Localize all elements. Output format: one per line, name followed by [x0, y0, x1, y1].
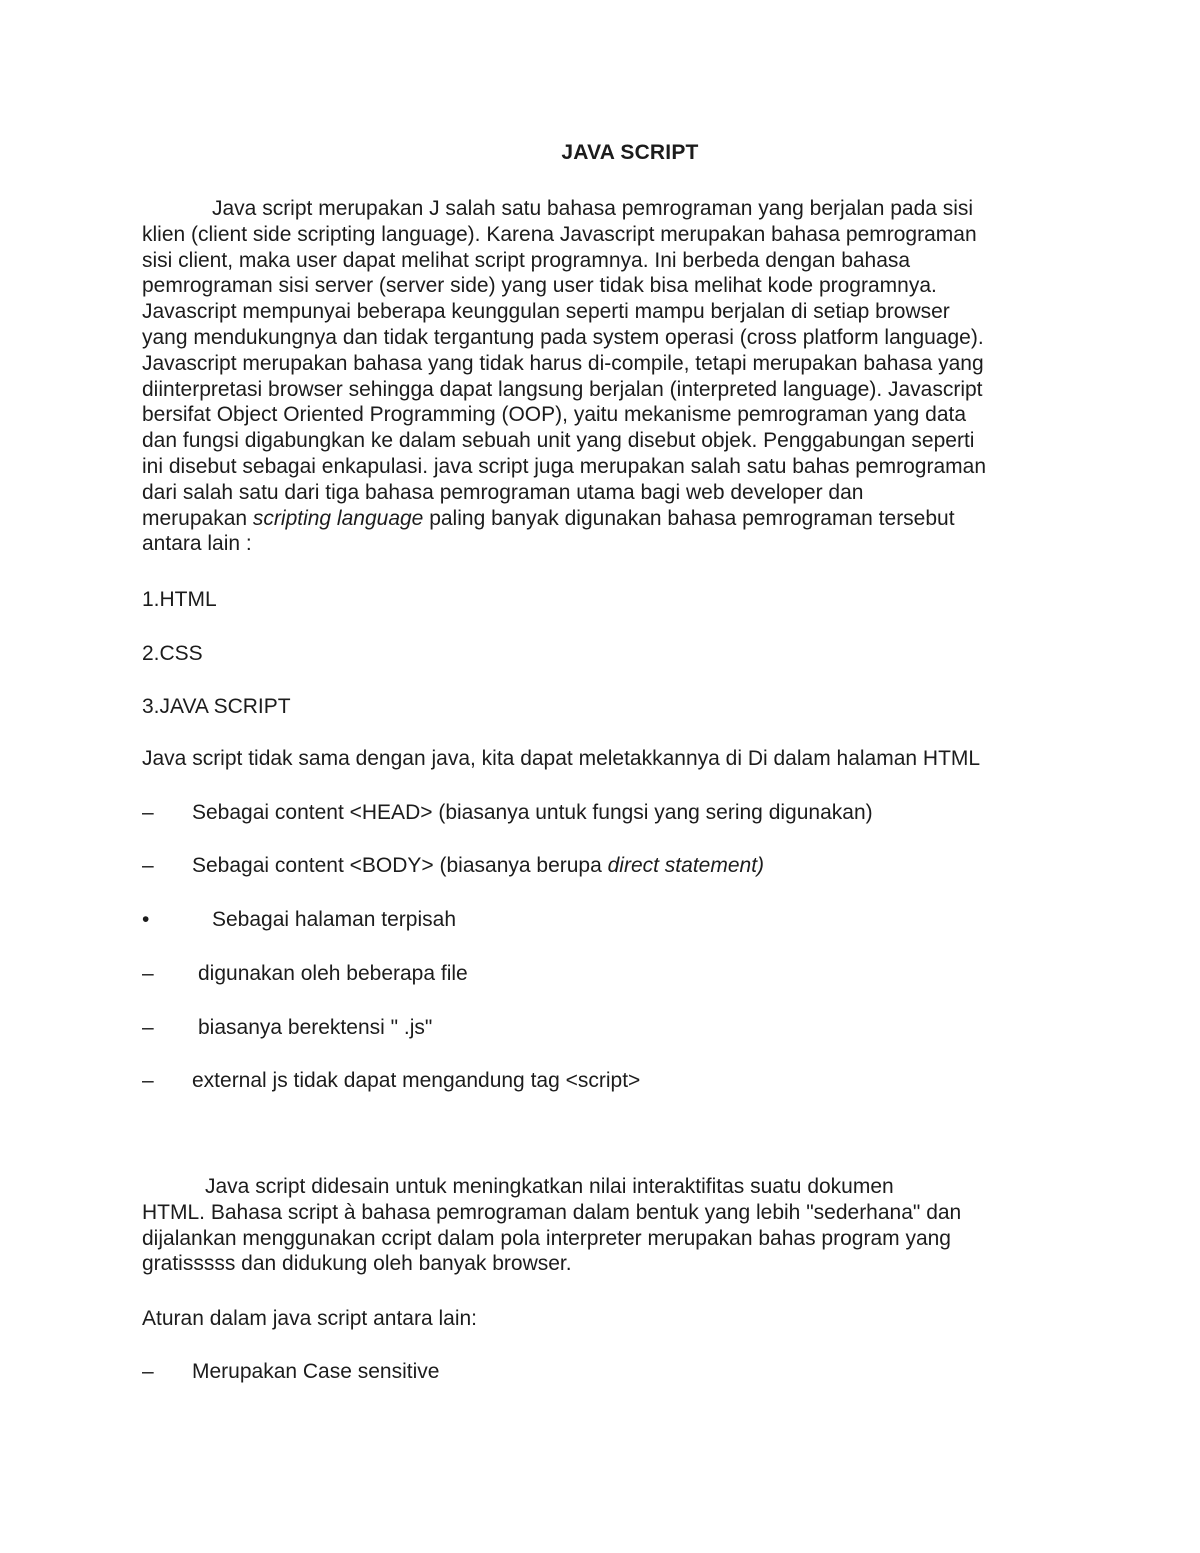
intro-line: Javascript mempunyai beberapa keunggulan seperti mampu berjalan di setiap browser: [142, 300, 950, 324]
dash-marker: –: [142, 1069, 154, 1092]
dash-marker: –: [142, 962, 154, 985]
intro-line: antara lain :: [142, 532, 252, 556]
intro-line: yang mendukungnya dan tidak tergantung pada system operasi (cross platform language).: [142, 325, 984, 349]
dash-marker: –: [142, 854, 154, 877]
dash-marker: –: [142, 1360, 154, 1383]
intro-line: klien (client side scripting language). Karena Javascript merupakan bahasa pemrograman: [142, 222, 977, 246]
numbered-item: 2.CSS: [142, 642, 203, 665]
second-line: HTML. Bahasa script à bahasa pemrograman dalam bentuk yang lebih "sederhana" dan: [142, 1200, 962, 1224]
intro-line: diinterpretasi browser sehingga dapat langsung berjalan (interpreted language). Javascript: [142, 377, 983, 401]
numbered-item: 3.JAVA SCRIPT: [142, 695, 291, 718]
second-line: gratisssss dan didukung oleh banyak browser.: [142, 1252, 572, 1276]
second-paragraph: [142, 1174, 1062, 1277]
rules-intro: Aturan dalam java script antara lain:: [142, 1307, 478, 1330]
intro-line: sisi client, maka user dapat melihat script programnya. Ini berbeda dengan bahasa: [142, 248, 911, 272]
placement-intro: Java script tidak sama dengan java, kita dapat meletakkannya di Di dalam halaman HTML: [142, 747, 981, 770]
italic-term: scripting language: [252, 506, 424, 530]
intro-line: dari salah satu dari tiga bahasa pemrograman utama bagi web developer dan: [142, 480, 864, 504]
intro-line: ini disebut sebagai enkapulasi. java script juga merupakan salah satu bahas pemrograman: [142, 454, 987, 478]
intro-line: bersifat Object Oriented Programming (OOP), yaitu mekanisme pemrograman yang data: [142, 403, 967, 427]
dash-marker: –: [142, 801, 154, 824]
intro-line: Java script merupakan J salah satu bahasa pemrograman yang berjalan pada sisi: [212, 197, 974, 220]
second-line: dijalankan menggunakan ccript dalam pola interpreter merupakan bahas program yang: [142, 1226, 951, 1250]
intro-line: pemrograman sisi server (server side) yang user tidak bisa melihat kode programnya.: [142, 274, 937, 298]
dash-marker: –: [142, 1016, 154, 1039]
page-title: JAVA SCRIPT: [561, 141, 699, 164]
document-page: JAVA SCRIPT Java script merupakan J salah satu bahasa pemrograman yang berjalan pada sisi klien (client side scripting language). Karena Javascript merupakan bahasa pemrograman sisi client, maka user dapat melihat script programnya. Ini berbeda dengan bahasa pemrograman sisi server (server side) yang user tidak bisa melihat kode programnya. Javascript mempunyai beberapa keunggulan seperti mampu berjalan di setiap browser yang mendukungnya dan tidak tergantung pada system operasi (cross platform language). Javascript merupakan bahasa yang tidak harus di-compile, tetapi merupakan bahasa yang diinterpretasi browser sehingga dapat langsung berjalan (interpreted language). Javascript bersifat Object Oriented Programming (OOP), yaitu mekanisme pemrograman yang data dan fungsi digabungkan ke dalam sebuah unit yang disebut objek. Penggabungan seperti ini disebut sebagai enkapulasi. java script juga merupakan salah satu bahas pemrograman dari salah satu dari tiga bahasa pemrograman utama bagi web developer dan merupakan scripting language paling banyak digunakan bahasa pemrograman tersebut antara lain : 1.HTML 2.CSS 3.JAVA SCRIPT Java script tidak sama dengan java, kita dapat meletakkannya di Di dalam halaman HTML – Sebagai content <HEAD> (biasanya untuk fungsi yang sering digunakan) – Sebagai content <BODY> (biasanya berupa direct statement) • Sebagai halaman terpisah – digunakan oleh beberapa file – biasanya berektensi " .js" – external js tidak dapat mengandung tag <script> Java script didesain untuk meningkatkan nilai interaktifitas suatu dokumen HTML. Bahasa script à bahasa pemrograman dalam bentuk yang lebih "sederhana" dan dijalankan menggunakan ccript dalam pola interpreter merupakan bahas program yang gratisssss dan didukung oleh banyak browser. Aturan dalam java script antara lain: – Merupakan Case sensitive: [0, 0, 1200, 1553]
second-line: Java script didesain untuk meningkatkan nilai interaktifitas suatu dokumen: [205, 1175, 894, 1198]
intro-paragraph: [142, 196, 1062, 557]
intro-line: merupakan scripting language paling banyak digunakan bahasa pemrograman tersebut: [142, 506, 955, 530]
intro-line: Javascript merupakan bahasa yang tidak harus di-compile, tetapi merupakan bahasa yang: [142, 351, 984, 375]
bullet-marker: •: [142, 908, 150, 931]
intro-line: dan fungsi digabungkan ke dalam sebuah unit yang disebut objek. Penggabungan seperti: [142, 429, 975, 453]
numbered-item: 1.HTML: [142, 588, 217, 611]
